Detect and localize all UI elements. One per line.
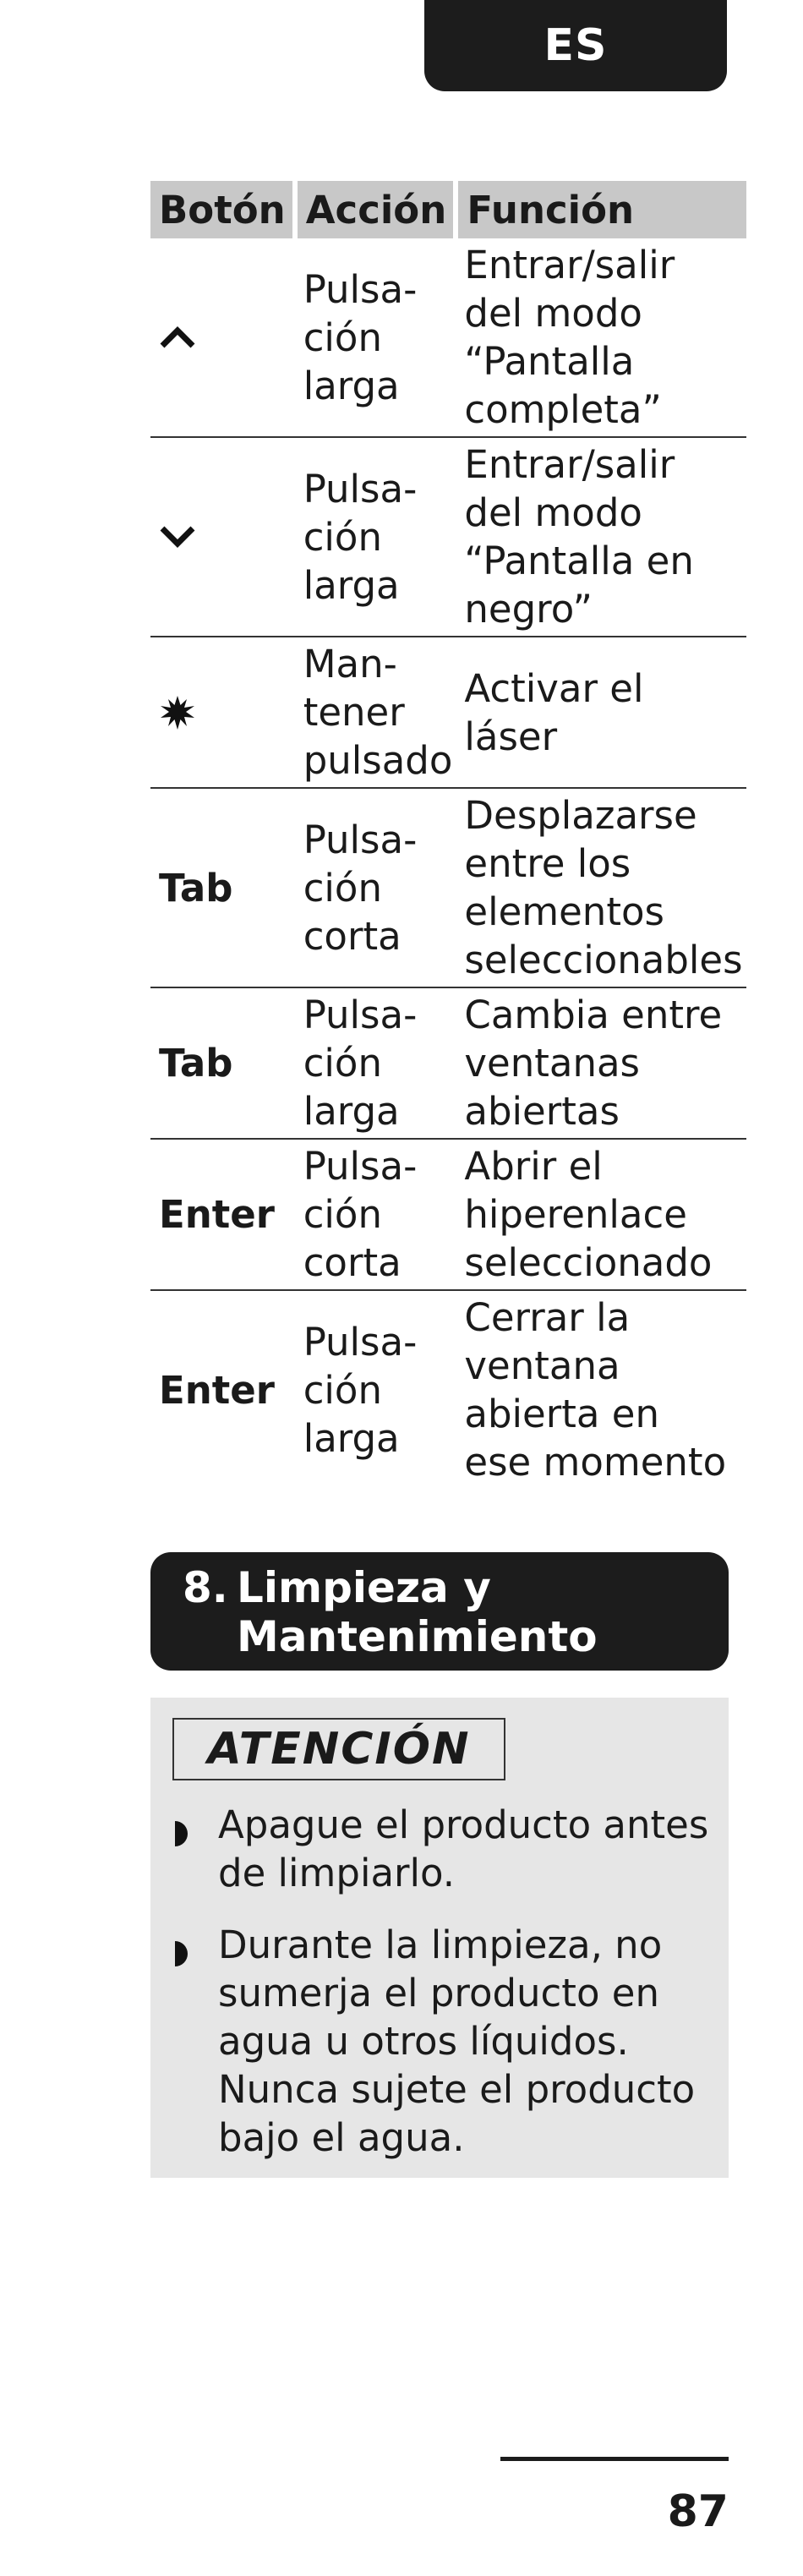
button-cell: Tab — [150, 987, 295, 1139]
table-row — [150, 1290, 746, 1489]
function-cell — [456, 1290, 746, 1489]
function-cell — [456, 637, 746, 788]
button-cell — [150, 637, 295, 788]
warning-list — [172, 1801, 713, 2185]
action-text: Pulsa- ción larga — [303, 993, 418, 1134]
footer-rule — [500, 2457, 729, 2461]
table-header-row — [150, 181, 746, 238]
table-row — [150, 238, 746, 437]
section-title-text: Limpieza y — [237, 1563, 491, 1612]
warning-label: ATENCIÓN — [172, 1718, 505, 1780]
button-cell — [150, 238, 295, 437]
section-heading — [150, 1552, 729, 1671]
button-cell: Enter — [159, 1367, 275, 1413]
function-cell — [456, 987, 746, 1139]
chevron-up-icon — [159, 325, 196, 350]
function-cell — [456, 238, 746, 437]
table-row — [150, 1139, 746, 1290]
function-text: Activar el láser — [464, 665, 644, 759]
list-item — [172, 1801, 713, 1897]
section-number: 8. — [183, 1563, 228, 1612]
action-text: Pulsa- ción larga — [303, 266, 418, 408]
header-button: Botón — [150, 181, 295, 238]
warning-box — [150, 1698, 729, 2178]
action-text: Pulsa- ción larga — [303, 466, 418, 608]
button-cell: Tab — [150, 788, 295, 987]
action-cell — [295, 637, 456, 788]
button-cell — [150, 437, 295, 637]
function-cell — [456, 1139, 746, 1290]
action-text: Pulsa- ción larga — [303, 1319, 418, 1461]
section-title-line1 — [183, 1563, 729, 1612]
action-cell — [295, 987, 456, 1139]
list-item — [172, 1921, 713, 2162]
function-text: Entrar/salir del modo “Pantalla completa” — [464, 243, 675, 432]
table-row — [150, 637, 746, 788]
header-action: Acción — [295, 181, 456, 238]
action-cell — [295, 788, 456, 987]
controls-table — [150, 181, 746, 1489]
table-row — [150, 788, 746, 987]
table-row — [150, 987, 746, 1139]
page-number: 87 — [667, 2486, 729, 2537]
action-cell — [295, 1290, 456, 1489]
function-text: Abrir el hiperenlace seleccionado — [464, 1144, 713, 1285]
action-cell — [295, 1139, 456, 1290]
action-cell — [295, 238, 456, 437]
function-cell — [456, 437, 746, 637]
warning-item-text: Apague el producto antes de limpiarlo. — [218, 1802, 709, 1895]
action-text: Pulsa- ción corta — [303, 1144, 418, 1285]
section-title-line2: Mantenimiento — [237, 1612, 598, 1661]
function-text: Cerrar la ventana abierta en ese momento — [464, 1295, 727, 1485]
table-row — [150, 437, 746, 637]
laser-icon — [159, 694, 196, 731]
half-circle-bullet-icon — [172, 1931, 191, 1979]
function-text: Desplazarse entre los elementos seleccionables — [464, 793, 743, 982]
action-cell — [295, 437, 456, 637]
action-text: Pulsa- ción corta — [303, 817, 418, 959]
warning-item-text: Durante la limpieza, no sumerja el producto en agua u otros líquidos. Nunca sujete el producto bajo el agua. — [218, 1922, 696, 2160]
function-cell — [456, 788, 746, 987]
function-text: Cambia entre ventanas abiertas — [464, 993, 723, 1134]
language-tab: ES — [424, 0, 727, 91]
chevron-down-icon — [159, 524, 196, 550]
half-circle-bullet-icon — [172, 1811, 191, 1859]
function-text: Entrar/salir del modo “Pantalla en negro” — [464, 442, 694, 632]
header-function: Función — [456, 181, 746, 238]
button-cell: Enter — [150, 1139, 295, 1290]
action-text: Man- tener pulsado — [303, 642, 453, 783]
